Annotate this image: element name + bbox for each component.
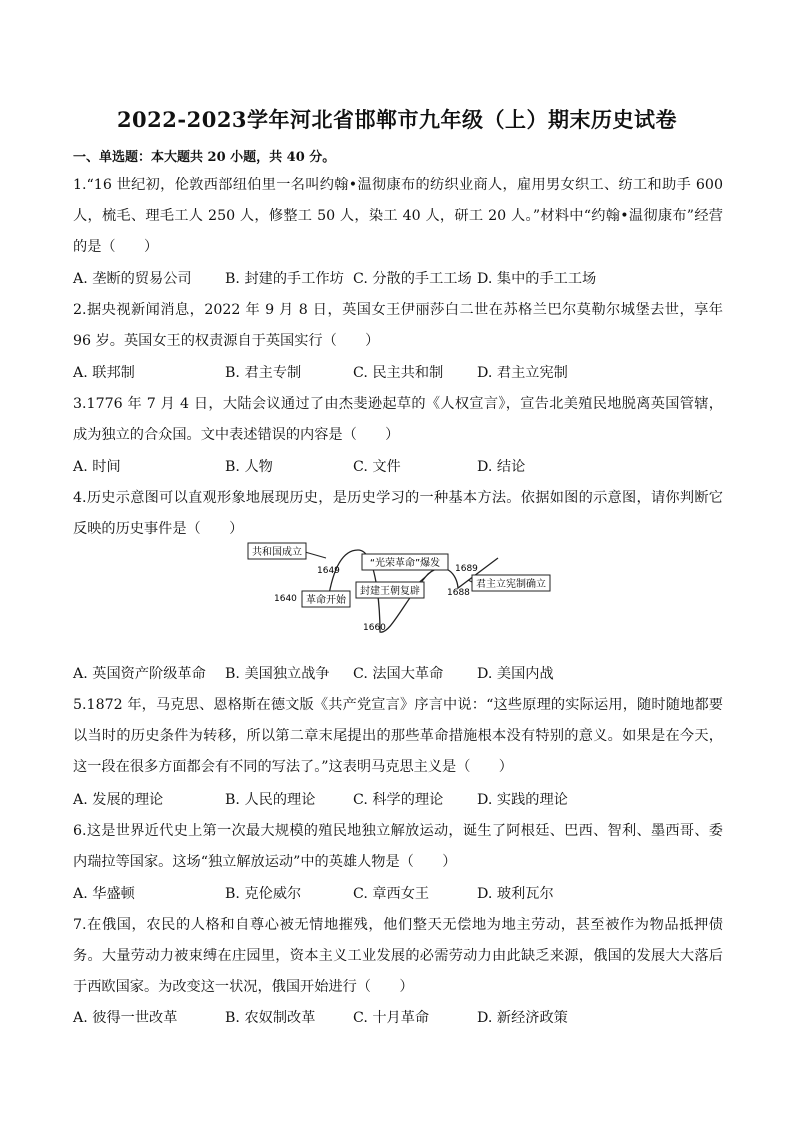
option-b[interactable]: B. 克伦威尔 [225, 886, 302, 902]
history-diagram [240, 540, 560, 640]
option-d[interactable]: D. 集中的手工工场 [477, 271, 597, 287]
option-c[interactable]: C. 科学的理论 [353, 792, 444, 808]
option-a[interactable]: A. 英国资产阶级革命 [73, 666, 206, 682]
option-c[interactable]: C. 法国大革命 [353, 666, 444, 682]
option-d[interactable]: D. 美国内战 [477, 666, 554, 682]
option-b[interactable]: B. 君主专制 [225, 365, 302, 381]
option-a[interactable]: A. 时间 [73, 459, 121, 475]
question-stem-1: 1.“16 世纪初，伦敦西部纽伯里一名叫约翰•温彻康布的纺织业商人，雇用男女织工、纺工和助手 600 人，梳毛、理毛工人 250 人，修整工 50 人，染工 40 人，研工 20 人。”材料中“约翰•温彻康布”经营的是（ ） [73, 177, 723, 255]
option-d[interactable]: D. 君主立宪制 [477, 365, 568, 381]
page-title: 2022-2023学年河北省邯郸市九年级（上）期末历史试卷 [116, 107, 678, 132]
option-d[interactable]: D. 实践的理论 [477, 792, 568, 808]
option-b[interactable]: B. 人民的理论 [225, 792, 316, 808]
label-glorious-revolution: “光荣革命”爆发 [369, 558, 441, 569]
option-c[interactable]: C. 文件 [353, 459, 401, 475]
option-b[interactable]: B. 人物 [225, 459, 273, 475]
option-c[interactable]: C. 十月革命 [353, 1010, 430, 1026]
option-b[interactable]: B. 美国独立战争 [225, 666, 330, 682]
option-a[interactable]: A. 发展的理论 [73, 792, 164, 808]
option-c[interactable]: C. 分散的手工工场 [353, 271, 472, 287]
question-stem-5: 5.1872 年，马克思、恩格斯在德文版《共产党宣言》序言中说：“这些原理的实际运用，随时随地都要以当时的历史条件为转移，所以第二章末尾提出的那些革命措施根本没有特别的意义。如果是在今天，这一段在很多方面都会有不同的写法了。”这表明马克思主义是（ ） [73, 697, 723, 775]
question-stem-3: 3.1776 年 7 月 4 日，大陆会议通过了由杰斐逊起草的《人权宣言》，宣告北美殖民地脱离英国管辖，成为独立的合众国。文中表述错误的内容是（ ） [73, 396, 723, 443]
year-1688: 1688 [447, 588, 470, 598]
question-stem-6: 6.这是世界近代史上第一次最大规模的殖民地独立解放运动，诞生了阿根廷、巴西、智利、墨西哥、委内瑞拉等国家。这场“独立解放运动”中的英雄人物是（ ） [73, 823, 723, 870]
option-c[interactable]: C. 章西女王 [353, 886, 430, 902]
question-stem-7: 7.在俄国，农民的人格和自尊心被无情地摧残，他们整天无偿地为地主劳动，甚至被作为物品抵押债务。大量劳动力被束缚在庄园里，资本主义工业发展的必需劳动力由此缺乏来源，俄国的发展大大落后于西欧国家。为改变这一状况，俄国开始进行（ ） [73, 917, 723, 995]
year-1640: 1640 [274, 594, 297, 604]
option-b[interactable]: B. 农奴制改革 [225, 1010, 316, 1026]
section-heading: 一、单选题：本大题共 20 小题，共 40 分。 [73, 150, 336, 165]
option-a[interactable]: A. 彼得一世改革 [73, 1010, 178, 1026]
option-b[interactable]: B. 封建的手工作坊 [225, 271, 344, 287]
option-d[interactable]: D. 结论 [477, 459, 526, 475]
label-restoration: 封建王朝复辟 [360, 586, 420, 597]
year-1649: 1649 [317, 566, 340, 576]
option-a[interactable]: A. 华盛顿 [73, 886, 135, 902]
question-stem-4: 4.历史示意图可以直观形象地展现历史，是历史学习的一种基本方法。依据如图的示意图，请你判断它反映的历史事件是（ ） [73, 490, 723, 537]
year-1660: 1660 [363, 623, 386, 633]
label-constitutional-monarchy: 君主立宪制确立 [476, 579, 546, 590]
option-c[interactable]: C. 民主共和制 [353, 365, 444, 381]
option-a[interactable]: A. 垄断的贸易公司 [73, 271, 192, 287]
label-republic: 共和国成立 [252, 547, 302, 558]
year-1689: 1689 [455, 564, 478, 574]
option-d[interactable]: D. 玻利瓦尔 [477, 886, 554, 902]
option-d[interactable]: D. 新经济政策 [477, 1010, 568, 1026]
question-stem-2: 2.据央视新闻消息，2022 年 9 月 8 日，英国女王伊丽莎白二世在苏格兰巴尔莫勒尔城堡去世，享年 96 岁。英国女王的权责源自于英国实行（ ） [73, 302, 723, 349]
option-a[interactable]: A. 联邦制 [73, 365, 135, 381]
label-revolution-start: 革命开始 [306, 595, 346, 606]
